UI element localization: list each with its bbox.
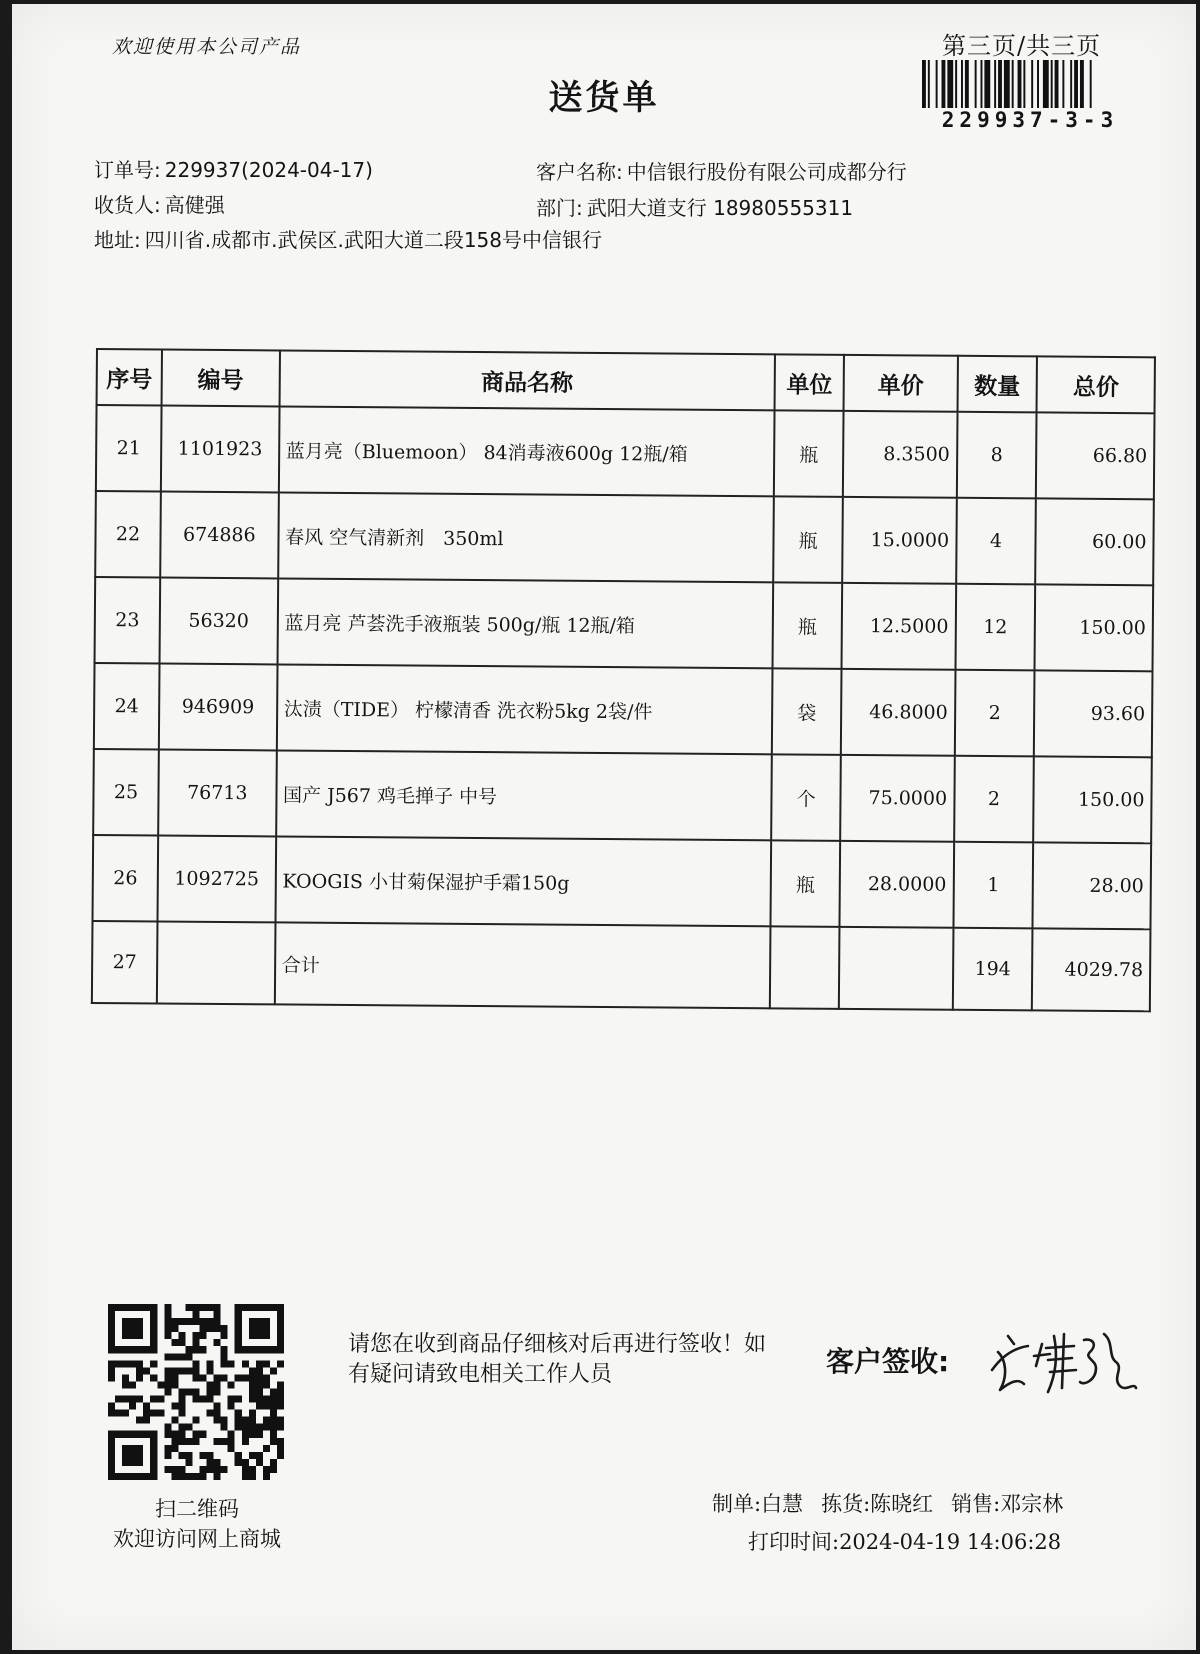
row-code: 674886 [160, 492, 278, 579]
row-quantity: 8 [956, 412, 1036, 499]
row-product-name: 汰渍（TIDE） 柠檬清香 洗衣粉5kg 2袋/件 [276, 664, 772, 754]
customer-name-label: 客户名称: [536, 160, 623, 184]
customer-signature [984, 1326, 1144, 1398]
qr-caption-line1: 扫二维码 [155, 1497, 239, 1521]
customer-name-field [536, 156, 907, 185]
row-product-name: KOOGIS 小甘菊保湿护手霜150g [275, 836, 771, 926]
header-code: 编号 [162, 350, 280, 407]
row-unit: 瓶 [773, 496, 843, 583]
row-code: 1101923 [161, 406, 279, 493]
barcode-image [922, 60, 1134, 108]
department-field [536, 192, 853, 221]
total-quantity: 194 [952, 928, 1032, 1011]
qr-caption-line2: 欢迎访问网上商城 [113, 1527, 281, 1551]
table-header-row [97, 349, 1155, 413]
table-row [95, 577, 1154, 671]
row-index: 23 [95, 577, 161, 664]
address-field [94, 224, 602, 253]
row-index: 25 [93, 749, 159, 836]
row-total: 150.00 [1035, 584, 1153, 671]
table-row [93, 749, 1152, 843]
order-number-label: 订单号: [94, 158, 161, 182]
order-number-field [94, 154, 373, 183]
row-code: 1092725 [158, 836, 276, 923]
total-row-unit [770, 926, 840, 1009]
table-row [95, 491, 1154, 585]
welcome-text: 欢迎使用本公司产品 [112, 36, 302, 58]
row-quantity: 2 [954, 756, 1034, 843]
total-row-unit-price [839, 927, 953, 1010]
row-quantity: 12 [955, 584, 1035, 671]
qr-code-image [108, 1304, 284, 1480]
table-row [92, 835, 1151, 929]
row-index: 24 [94, 663, 160, 750]
total-amount: 4029.78 [1032, 928, 1150, 1011]
row-total: 60.00 [1036, 498, 1154, 585]
header-total: 总价 [1037, 356, 1155, 413]
row-total: 93.60 [1034, 670, 1152, 757]
row-index: 22 [95, 491, 161, 578]
header-index: 序号 [97, 349, 163, 406]
total-row [92, 921, 1151, 1011]
department-label: 部门: [536, 196, 583, 220]
row-quantity: 2 [954, 670, 1034, 757]
header-unit-price: 单价 [844, 355, 958, 412]
qr-caption [82, 1494, 312, 1554]
row-unit-price: 46.8000 [841, 669, 955, 756]
total-row-label: 合计 [274, 922, 770, 1008]
row-unit: 瓶 [770, 840, 840, 927]
row-quantity: 4 [956, 498, 1036, 585]
print-time: 打印时间:2024-04-19 14:06:28 [748, 1530, 1062, 1554]
row-total: 66.80 [1036, 412, 1154, 499]
row-unit-price: 75.0000 [840, 755, 954, 842]
row-total: 28.00 [1033, 842, 1151, 929]
row-code: 76713 [158, 750, 276, 837]
page-title: 送货单 [548, 78, 660, 118]
row-unit: 瓶 [773, 582, 843, 669]
department-value: 武阳大道支行 18980555311 [586, 196, 854, 220]
table-row [94, 663, 1153, 757]
order-number-value: 229937(2024-04-17) [164, 158, 373, 182]
header-unit: 单位 [775, 354, 845, 411]
maker-text: 制单:白慧 [712, 1492, 804, 1516]
notice-text: 请您在收到商品仔细核对后再进行签收！如有疑问请致电相关工作人员 [348, 1332, 767, 1387]
customer-name-value: 中信银行股份有限公司成都分行 [626, 160, 907, 184]
row-product-name: 国产 J567 鸡毛掸子 中号 [276, 750, 772, 840]
address-value: 四川省.成都市.武侯区.武阳大道二段158号中信银行 [144, 228, 602, 252]
row-unit: 袋 [772, 668, 842, 755]
row-index: 26 [92, 835, 158, 922]
row-quantity: 1 [953, 842, 1033, 929]
row-product-name: 蓝月亮（Bluemoon） 84消毒液600g 12瓶/箱 [278, 406, 774, 496]
items-table [91, 348, 1156, 1012]
staff-line [712, 1488, 1063, 1518]
total-row-index: 27 [92, 921, 158, 1004]
row-code: 56320 [160, 578, 278, 665]
total-row-code [157, 922, 275, 1005]
row-unit: 个 [771, 754, 841, 841]
barcode-number: 229937-3-3 [941, 108, 1119, 132]
header-product-name: 商品名称 [279, 350, 775, 410]
items-table-container [91, 348, 1156, 1012]
row-unit-price: 15.0000 [842, 497, 956, 584]
row-code: 946909 [159, 664, 277, 751]
header-quantity: 数量 [957, 356, 1037, 413]
picker-text: 拣货:陈晓红 [821, 1492, 934, 1516]
delivery-note [12, 4, 1196, 1650]
row-unit: 瓶 [774, 410, 844, 497]
customer-sign-label: 客户签收: [826, 1345, 950, 1378]
row-product-name: 春风 空气清新剂 350ml [278, 492, 774, 582]
table-row [96, 405, 1155, 499]
receiver-value: 高健强 [164, 193, 225, 217]
receiver-label: 收货人: [94, 193, 161, 217]
sales-text: 销售:邓宗林 [951, 1492, 1064, 1516]
row-total: 150.00 [1034, 756, 1152, 843]
row-unit-price: 12.5000 [842, 583, 956, 670]
page-indicator: 第三页/共三页 [942, 32, 1102, 60]
row-unit-price: 8.3500 [843, 411, 957, 498]
receiver-field [94, 189, 225, 218]
row-index: 21 [96, 405, 162, 492]
address-label: 地址: [94, 228, 141, 252]
row-unit-price: 28.0000 [840, 841, 954, 928]
row-product-name: 蓝月亮 芦荟洗手液瓶装 500g/瓶 12瓶/箱 [277, 578, 773, 668]
